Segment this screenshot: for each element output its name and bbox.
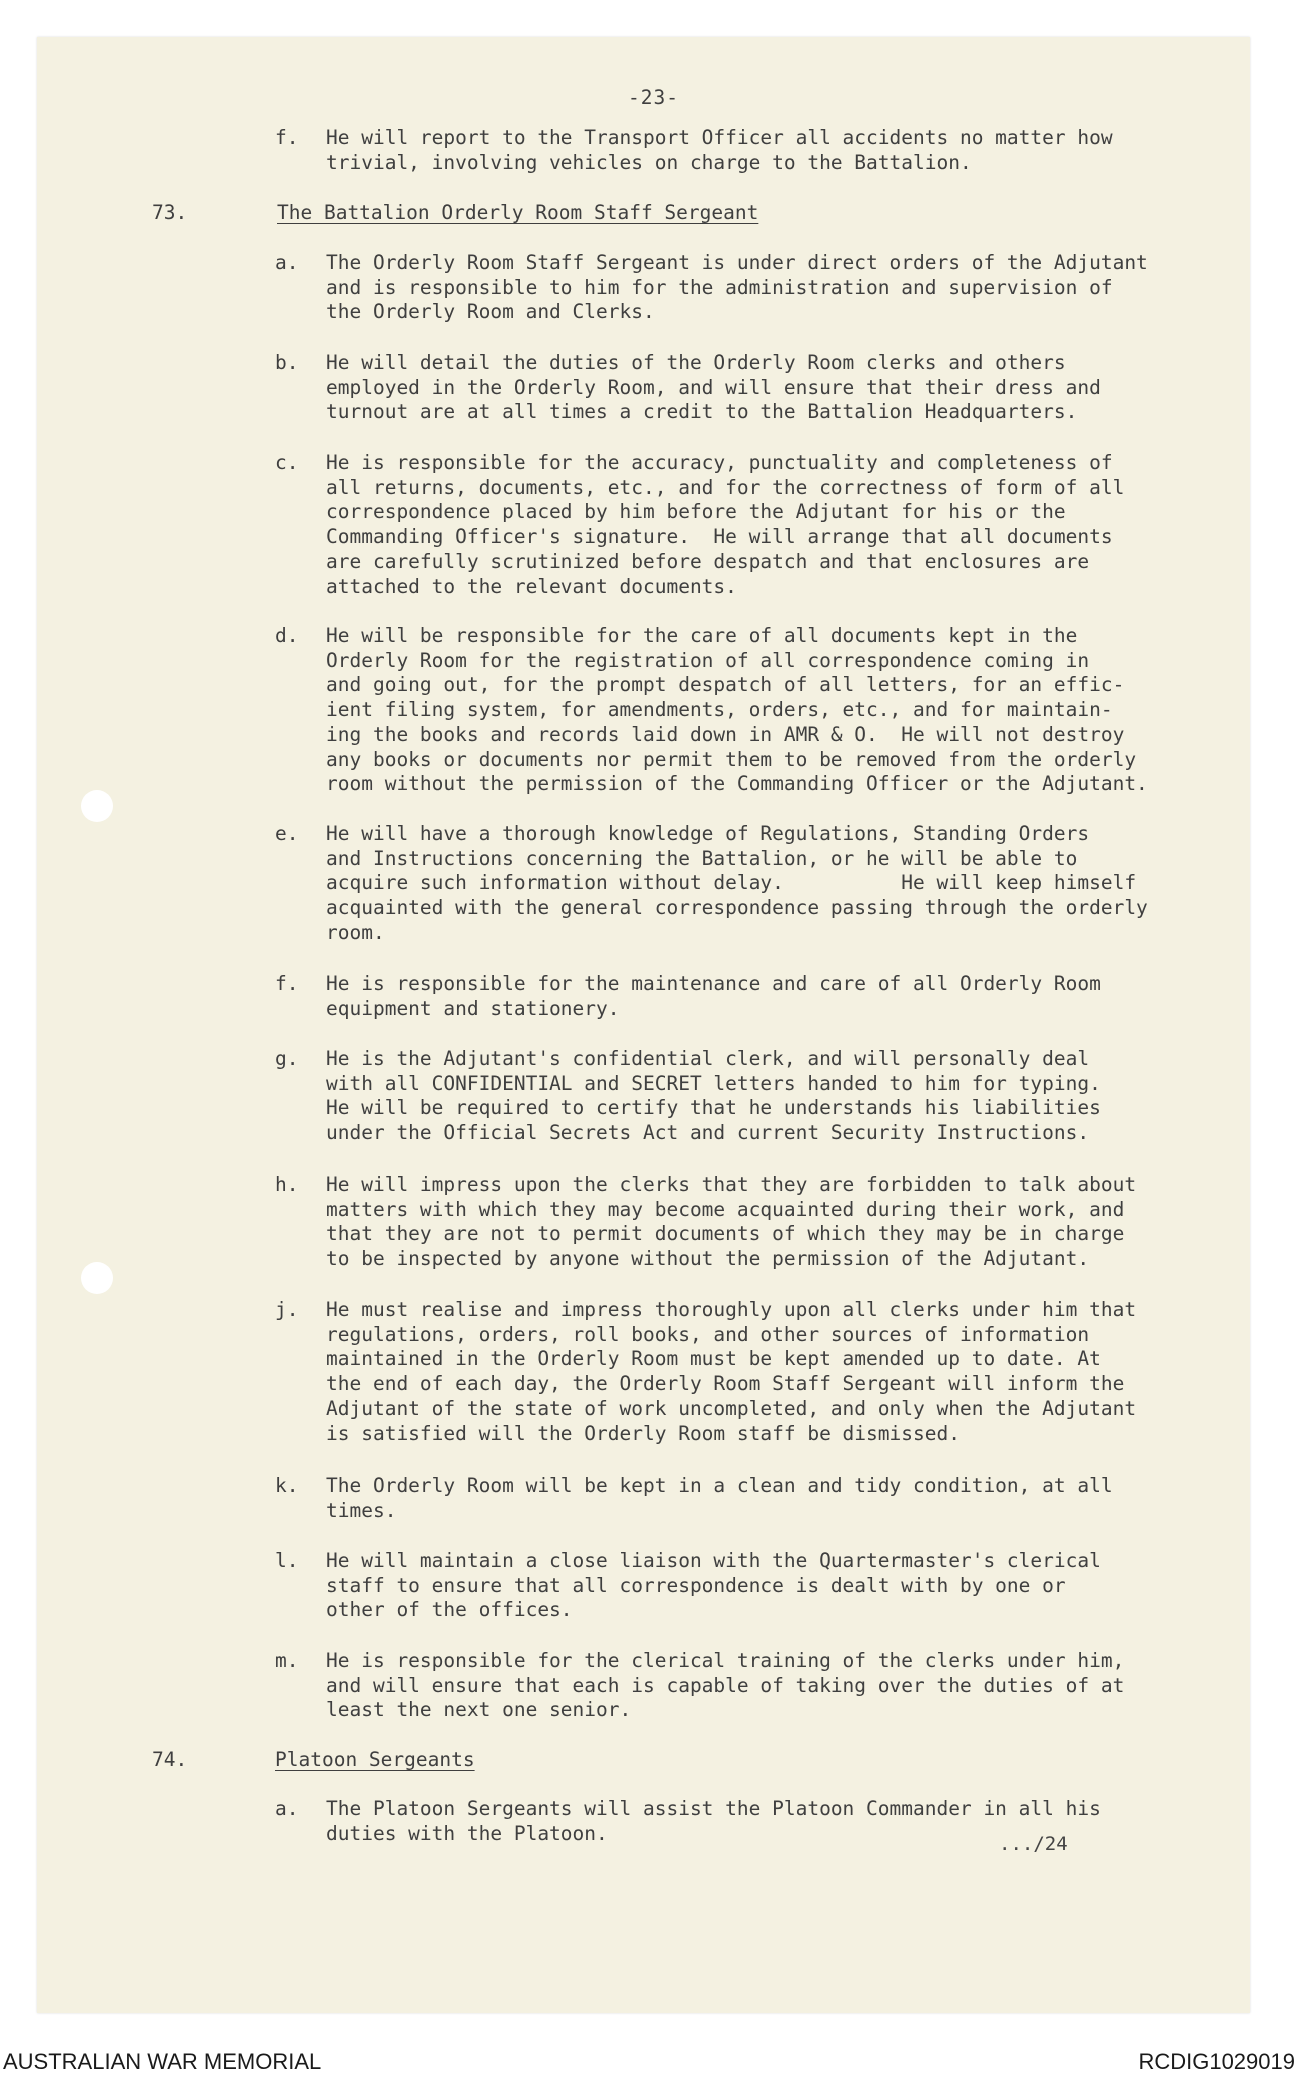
item-letter: a. (275, 251, 299, 274)
item-text: He will be responsible for the care of all documents kept in the Orderly Room for the registration of all correspondence coming in and going out, for the prompt despatch of all letters, for an effic- ient filing system, for amendments, orders, etc., and for maintain- ing the books and records laid down in AMR & O. He will not destroy any books or documents nor permit them to be removed from the orderly room without the permission of the Commanding Officer or the Adjutant. (326, 624, 1148, 796)
item-text: The Platoon Sergeants will assist the Platoon Commander in all his duties with the Platoon. (326, 1797, 1101, 1845)
item-text: He will detail the duties of the Orderly Room clerks and others employed in the Orderly Room, and will ensure that their dress and turnout are at all times a credit to the Battalion Headquarters. (326, 351, 1101, 424)
item-text: He must realise and impress thoroughly upon all clerks under him that regulations, orders, roll books, and other sources of information maintained in the Orderly Room must be kept amended up to date. At the end of each day, the Orderly Room Staff Sergeant will inform the Adjutant of the state of work uncompleted, and only when the Adjutant is satisfied will the Orderly Room staff be dismissed. (326, 1298, 1137, 1445)
footer-institution: AUSTRALIAN WAR MEMORIAL (3, 2049, 322, 2074)
item-letter: b. (275, 351, 299, 374)
item-text: He is responsible for the accuracy, punctuality and completeness of all returns, documents, etc., and for the correctness of form of all correspondence placed by him before the Adjutant for his or the Commanding Officer's signature. He will arrange that all documents are carefully scrutinized before despatch and that enclosures are attached to the relevant documents. (326, 451, 1125, 598)
item-letter: f. (275, 126, 299, 149)
item-text: He will impress upon the clerks that they are forbidden to talk about matters with which they may become acquainted during their work, and that they are not to permit documents of which they may be in charge to be inspected by anyone without the permission of the Adjutant. (326, 1173, 1137, 1271)
item-letter: c. (275, 451, 299, 474)
continuation-marker: .../24 (999, 1833, 1068, 1855)
item-letter: a. (275, 1797, 299, 1820)
section-number: 74. (152, 1748, 188, 1771)
section-heading: Platoon Sergeants (275, 1748, 475, 1771)
section-heading: The Battalion Orderly Room Staff Sergeant (277, 201, 759, 224)
item-letter: m. (275, 1649, 299, 1672)
item-text: He will have a thorough knowledge of Regulations, Standing Orders and Instructions concerning the Battalion, or he will be able to acquire such information without delay. He will keep himself acquainted with the general correspondence passing through the orderly room. (326, 822, 1148, 944)
item-text: He is the Adjutant's confidential clerk, and will personally deal with all CONFIDENTIAL and SECRET letters handed to him for typing. He will be required to certify that he understands his liabilities under the Official Secrets Act and current Security Instructions. (326, 1047, 1101, 1145)
item-letter: f. (275, 972, 299, 995)
item-letter: g. (275, 1047, 299, 1070)
item-letter: k. (275, 1474, 299, 1497)
page-number: -23- (628, 86, 679, 109)
item-text: He is responsible for the clerical training of the clerks under him, and will ensure that each is capable of taking over the duties of at least the next one senior. (326, 1649, 1125, 1722)
item-letter: e. (275, 822, 299, 845)
item-text: He is responsible for the maintenance and care of all Orderly Room equipment and stationery. (326, 972, 1101, 1020)
item-letter: j. (275, 1298, 299, 1321)
punch-hole (81, 1262, 113, 1294)
item-text: The Orderly Room Staff Sergeant is under direct orders of the Adjutant and is responsible to him for the administration and supervision of the Orderly Room and Clerks. (326, 251, 1148, 324)
item-text: He will maintain a close liaison with the Quartermaster's clerical staff to ensure that all correspondence is dealt with by one or other of the offices. (326, 1549, 1101, 1622)
footer-record-id: RCDIG1029019 (1138, 2049, 1295, 2074)
punch-hole (81, 790, 113, 822)
item-letter: d. (275, 624, 299, 647)
item-letter: h. (275, 1173, 299, 1196)
section-number: 73. (152, 201, 188, 224)
item-letter: l. (275, 1549, 299, 1572)
item-text: He will report to the Transport Officer all accidents no matter how trivial, involving vehicles on charge to the Battalion. (326, 126, 1113, 174)
item-text: The Orderly Room will be kept in a clean and tidy condition, at all times. (326, 1474, 1113, 1522)
